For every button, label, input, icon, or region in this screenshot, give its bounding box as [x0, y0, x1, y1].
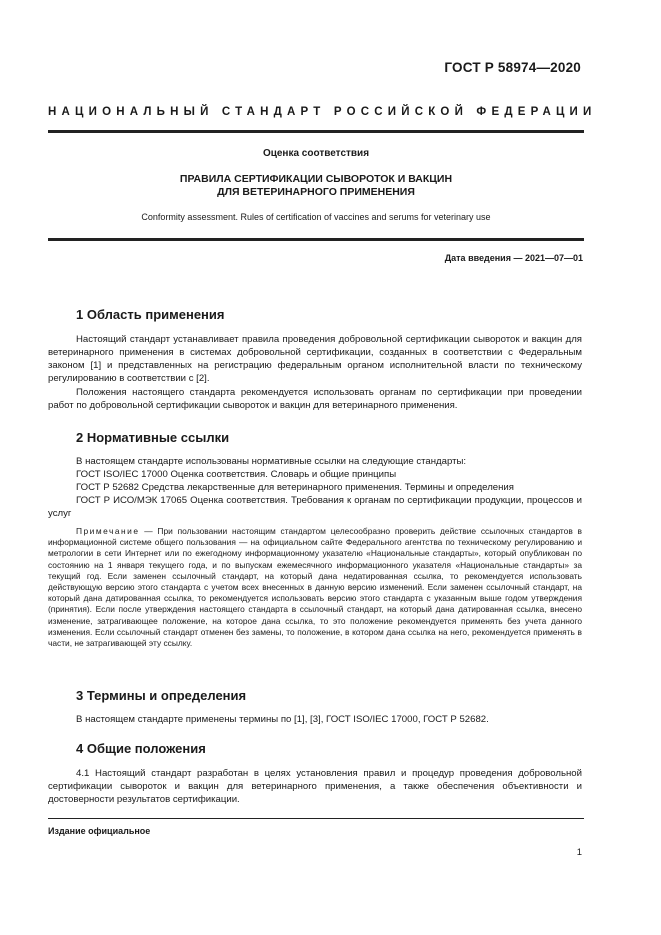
note-text: — При пользовании настоящим стандартом целесообразно проверить действие ссылочных стандартов в информационной системе общего пользования — на официальном сайте Федерального агентства по техническому регулированию и метрологии в сети Интернет или по ежегодному информационному указателю «Национальные стандарты», который опубликован по состоянию на 1 января текущего года, и по выпускам ежемесячного информационного указателя «Национальные стандарты» за текущий год. Если заменен ссылочный стандарт, на который дана недатированная ссылка, то рекомендуется использовать действующую версию этого стандарта с учетом всех внесенных в данную версию изменений. Если заменен ссылочный стандарт, на который дана датированная ссылка, то рекомендуется использовать версию этого стандарта с указанным выше годом утверждения (принятия). Если после утверждения настоящего стандарта в ссылочный стандарт, на который дана датированная ссылка, внесено изменение, затрагивающее положение, на которое дана ссылка, то это положение рекомендуется применять без учета данного изменения. Если ссылочный стандарт отменен без замены, то положение, в котором дана ссылка на него, рекомендуется применять в части, не затрагивающей эту ссылку.: [48, 526, 582, 649]
introduction-date: Дата введения — 2021—07—01: [444, 253, 583, 263]
title-line-1: ПРАВИЛА СЕРТИФИКАЦИИ СЫВОРОТОК И ВАКЦИН: [179, 173, 453, 185]
section-3-heading: 3 Термины и определения: [76, 688, 247, 703]
note-label: Примечание: [76, 526, 140, 536]
document-title: [48, 173, 584, 199]
official-edition-label: Издание официальное: [48, 826, 151, 836]
section-4-heading: 4 Общие положения: [76, 741, 206, 756]
section-1-heading: 1 Область применения: [76, 307, 225, 322]
section-1-paragraph-1: Настоящий стандарт устанавливает правила проведения добровольной сертификации сывороток и вакцин для ветеринарного применения в системах добровольной сертификации, созданных в соответствии с Федеральным законом [1] и представленных на регистрацию федеральным органом исполнительной власти по техническому регулированию в соответствии с [2].: [48, 334, 582, 384]
national-standard-banner: НАЦИОНАЛЬНЫЙ СТАНДАРТ РОССИЙСКОЙ ФЕДЕРАЦИИ: [48, 106, 597, 118]
reference-gost-r-iso-iec-17065: ГОСТ Р ИСО/МЭК 17065 Оценка соответствия. Требования к органам по сертификации продукции, процессов и услуг: [48, 495, 582, 519]
footer-divider: [48, 818, 584, 819]
standard-category: Оценка соответствия: [262, 148, 370, 159]
title-divider: [48, 238, 584, 241]
top-divider: [48, 130, 584, 133]
section-3-paragraph-1: В настоящем стандарте применены термины по [1], [3], ГОСТ ISO/IEC 17000, ГОСТ Р 52682.: [76, 714, 489, 725]
title-line-2: ДЛЯ ВЕТЕРИНАРНОГО ПРИМЕНЕНИЯ: [217, 186, 415, 198]
english-title: Conformity assessment. Rules of certification of vaccines and serums for veterinary use: [141, 212, 491, 222]
references-note: [48, 526, 582, 649]
references-intro: В настоящем стандарте использованы нормативные ссылки на следующие стандарты:: [76, 456, 467, 467]
reference-gost-r-52682: ГОСТ Р 52682 Средства лекарственные для ветеринарного применения. Термины и определения: [76, 482, 514, 493]
section-4-paragraph-1: 4.1 Настоящий стандарт разработан в целях установления правил и процедур проведения добровольной сертификации сывороток и вакцин для ветеринарного применения, а также обеспечения объективности и достоверности результатов сертификации.: [48, 768, 582, 805]
section-1-paragraph-2: Положения настоящего стандарта рекомендуется использовать органам по сертификации при проведении работ по добровольной сертификации сывороток и вакцин для ветеринарного применения.: [48, 387, 582, 411]
section-2-heading: 2 Нормативные ссылки: [76, 430, 230, 445]
reference-iso-iec-17000: ГОСТ ISO/IEC 17000 Оценка соответствия. Словарь и общие принципы: [76, 469, 397, 480]
page-number: 1: [576, 847, 582, 858]
document-id: ГОСТ Р 58974—2020: [444, 60, 581, 75]
